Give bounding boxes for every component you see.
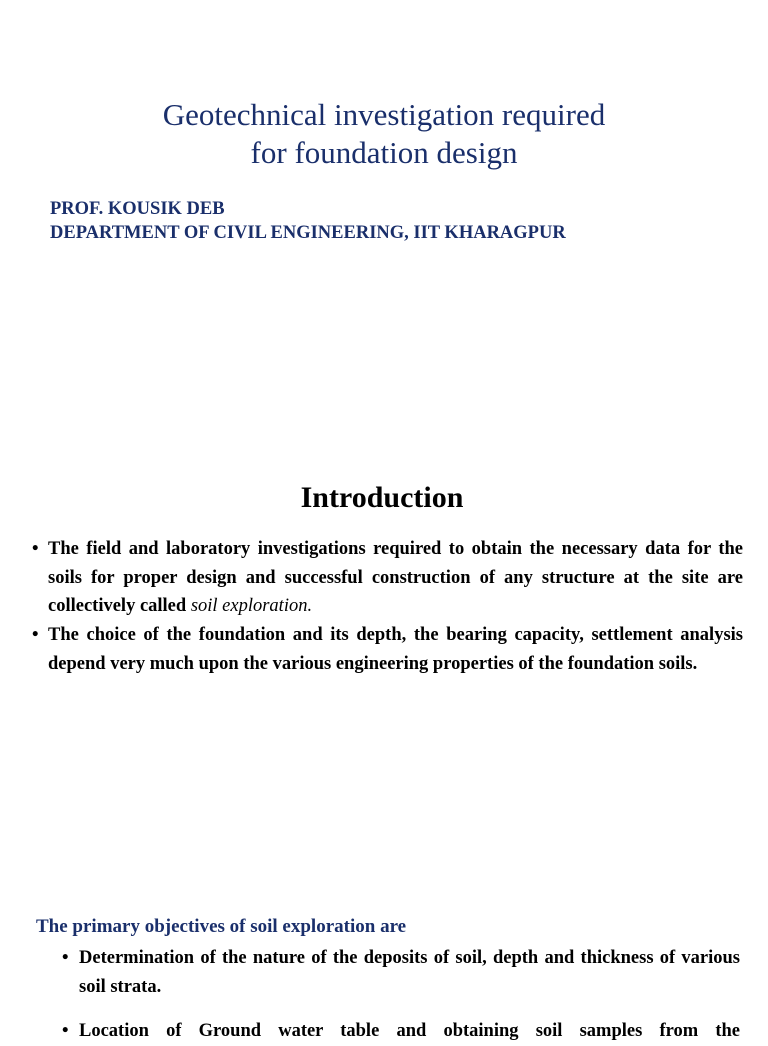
list-item bbox=[62, 944, 740, 1002]
soil-exploration-term: soil exploration bbox=[190, 596, 308, 617]
title-line-1: Geotechnical investigation required bbox=[162, 97, 606, 132]
objective-text: Determination of the nature of the deposits of soil, depth and thickness of various soil strata. bbox=[79, 948, 740, 997]
bullet-text: The field and laboratory investigations required to obtain the necessary data for the soils for proper design and successful construction of any structure at the site are collectively called bbox=[48, 539, 743, 617]
author-block bbox=[50, 197, 566, 245]
objective-text: Location of Ground water table and obtaining soil samples from the bbox=[79, 1021, 740, 1041]
bullet-icon: • bbox=[62, 948, 69, 968]
presentation-title bbox=[0, 96, 768, 172]
bullet-icon: • bbox=[32, 539, 39, 559]
author-affiliation: DEPARTMENT OF CIVIL ENGINEERING, IIT KHARAGPUR bbox=[50, 223, 566, 243]
author-name: PROF. KOUSIK DEB bbox=[50, 199, 225, 219]
bullet-text: The choice of the foundation and its depth, the bearing capacity, settlement analysis depend very much upon the various engineering properties of the foundation soils. bbox=[48, 625, 743, 674]
bullet-period: . bbox=[307, 596, 313, 617]
bullet-icon: • bbox=[62, 1021, 69, 1041]
list-item bbox=[32, 621, 743, 678]
title-line-2: for foundation design bbox=[250, 135, 518, 170]
objectives-list bbox=[62, 944, 740, 1046]
bullet-icon: • bbox=[32, 625, 39, 646]
title-slide bbox=[0, 0, 768, 384]
introduction-slide bbox=[0, 384, 768, 768]
introduction-heading: Introduction bbox=[300, 481, 464, 514]
introduction-bullets bbox=[32, 535, 743, 679]
list-item bbox=[62, 1017, 740, 1046]
objectives-heading: The primary objectives of soil exploration are bbox=[36, 916, 407, 937]
objectives-slide bbox=[0, 768, 768, 1041]
list-item bbox=[32, 535, 743, 621]
